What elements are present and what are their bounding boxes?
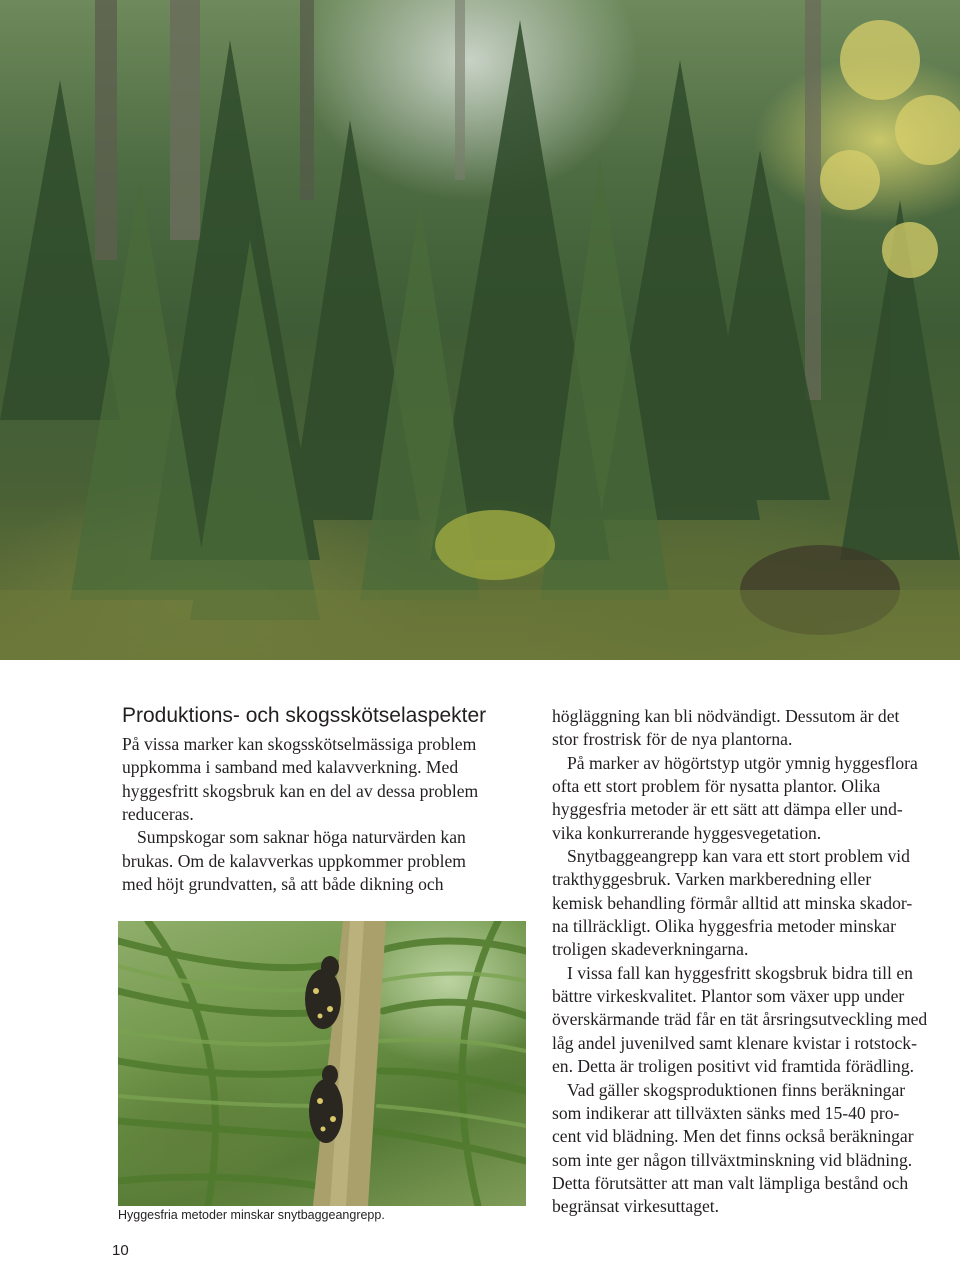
text-line: cent vid blädning. Men det finns också beräkningar — [552, 1126, 914, 1147]
text-line: trakthyggesbruk. Varken markberedning eller — [552, 869, 872, 890]
text-line: Sumpskogar som saknar höga naturvärden kan — [137, 827, 466, 848]
right-text-column — [552, 705, 957, 1219]
text-line: Detta förutsätter att man valt lämpliga bestånd och — [552, 1172, 909, 1193]
left-text-column — [122, 733, 522, 896]
text-line: troligen skadeverkningarna. — [552, 939, 749, 960]
text-line: bättre virkeskvalitet. Plantor som växer upp under — [552, 986, 905, 1007]
text-line: begränsat virkesuttaget. — [552, 1196, 720, 1217]
text-line: I vissa fall kan hyggesfritt skogsbruk bidra till en — [567, 962, 913, 983]
text-line: reduceras. — [122, 804, 194, 825]
photo-caption: Hyggesfria metoder minskar snytbaggeangrepp. — [118, 1208, 385, 1222]
paragraph — [552, 845, 957, 962]
text-line: kemisk behandling förmår alltid att minska skador- — [552, 892, 913, 913]
text-line: stor frostrisk för de nya plantorna. — [552, 729, 793, 750]
text-line: På marker av högörtstyp utgör ymnig hyggesflora — [567, 752, 918, 773]
text-line: högläggning kan bli nödvändigt. Dessutom är det — [552, 706, 900, 726]
text-line: som inte ger någon tillväxtminskning vid blädning. — [552, 1149, 913, 1170]
text-line: ofta ett stort problem för nysatta plantor. Olika — [552, 776, 881, 797]
text-line: uppkomma i samband med kalavverkning. Med — [122, 757, 459, 778]
text-line: med höjt grundvatten, så att både dikning och — [122, 874, 444, 895]
paragraph — [122, 826, 522, 896]
text-line: hyggesfritt skogsbruk kan en del av dessa problem — [122, 780, 479, 801]
paragraph — [552, 962, 957, 1079]
paragraph — [552, 705, 957, 752]
text-line: brukas. Om de kalavverkas uppkommer problem — [122, 850, 466, 871]
text-line: en. Detta är troligen positivt vid framtida förädling. — [552, 1056, 915, 1077]
paragraph — [552, 752, 957, 845]
beetle-photo-icon — [118, 921, 526, 1206]
section-heading: Produktions- och skogsskötselaspekter — [122, 704, 487, 727]
text-line: På vissa marker kan skogsskötselmässiga problem — [122, 734, 477, 754]
text-line: Vad gäller skogsproduktionen finns beräkningar — [567, 1079, 906, 1100]
text-line: vika konkurrerande hyggesvegetation. — [552, 822, 822, 843]
beetle-photo — [118, 921, 526, 1206]
paragraph — [122, 733, 522, 826]
text-line: låg andel juvenilved samt klenare kvistar i rotstock- — [552, 1032, 917, 1053]
text-line: överskärmande träd får en tät årsringsutveckling med — [552, 1009, 928, 1030]
text-line: Snytbaggeangrepp kan vara ett stort problem vid — [567, 846, 910, 867]
text-line: som indikerar att tillväxten sänks med 15-40 pro- — [552, 1102, 900, 1123]
page-number: 10 — [112, 1242, 129, 1259]
paragraph — [552, 1079, 957, 1219]
text-line: na tillräckligt. Olika hyggesfria metoder minskar — [552, 916, 896, 937]
text-line: hyggesfria metoder är ett sätt att dämpa eller und- — [552, 799, 903, 820]
